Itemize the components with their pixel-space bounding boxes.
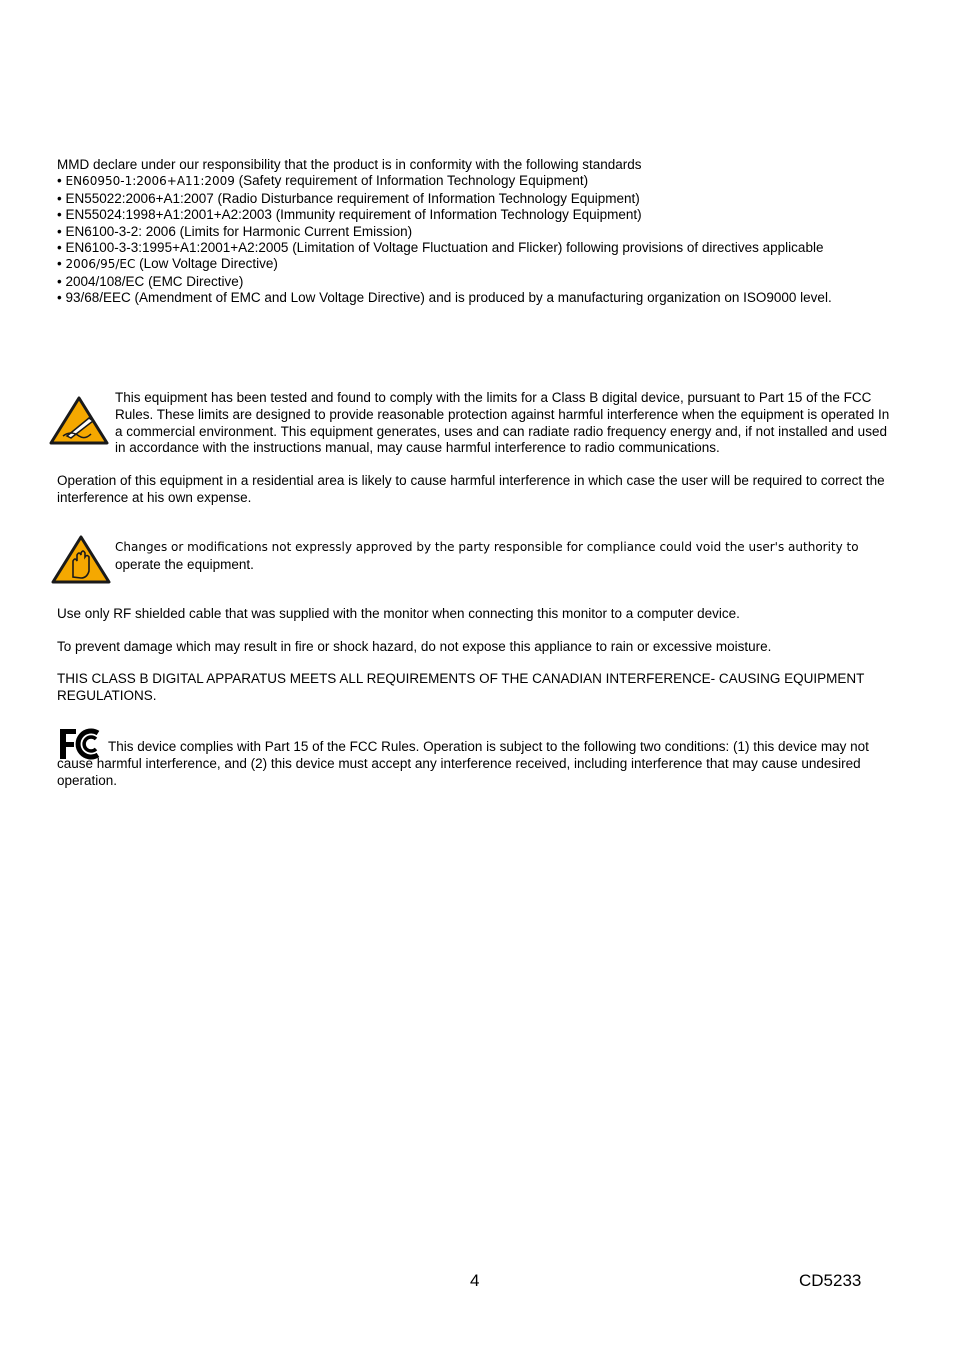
standard-code: EN55022:2006+A1:2007: [65, 191, 214, 206]
bullet: •: [57, 240, 62, 255]
changes-text-line2: operate the equipment.: [115, 557, 254, 572]
standard-desc: (EMC Directive): [144, 274, 244, 289]
standard-code: 93/68/EEC: [65, 290, 131, 305]
bullet: •: [57, 173, 62, 188]
warning-hand-icon: [51, 535, 111, 585]
bullet: •: [57, 290, 62, 305]
rf-cable-text: Use only RF shielded cable that was supplied with the monitor when connecting this monitor to a computer device.: [57, 606, 740, 621]
fcc-residential-text: Operation of this equipment in a residential area is likely to cause harmful interference in which case the user will be required to correct the interference at his own expense.: [57, 473, 885, 505]
model-number: CD5233: [799, 1271, 862, 1290]
standard-desc: (Safety requirement of Information Technology Equipment): [234, 173, 589, 188]
standard-item: [57, 256, 278, 272]
changes-notice: [115, 539, 897, 573]
standard-item: [57, 173, 588, 189]
standard-desc: (Radio Disturbance requirement of Information Technology Equipment): [213, 191, 640, 206]
standard-item: [57, 207, 642, 223]
bullet: •: [57, 191, 62, 206]
standard-code: EN6100-3-3:1995+A1:2001+A2:2005: [65, 240, 289, 255]
standard-code: EN60950-1:2006+A11:2009: [65, 174, 235, 188]
fcc-part15-text: This device complies with Part 15 of the FCC Rules. Operation is subject to the following two conditions: (1) this device may not cause harmful interference, and (2) this device must accept any interference received, including interference that may cause undesired operation.: [57, 739, 869, 788]
standard-desc: (Amendment of EMC and Low Voltage Directive) and is produced by a manufacturing organization on ISO9000 level.: [130, 290, 832, 305]
standard-desc: (Immunity requirement of Information Technology Equipment): [271, 207, 642, 222]
bullet: •: [57, 207, 62, 222]
standard-code: 2004/108/EC: [65, 274, 145, 289]
standard-code: EN6100-3-2: 2006: [65, 224, 176, 239]
standard-item: [57, 290, 832, 306]
canadian-compliance-text: THIS CLASS B DIGITAL APPARATUS MEETS ALL REQUIREMENTS OF THE CANADIAN INTERFERENCE- CAUSING EQUIPMENT REGULATIONS.: [57, 671, 865, 703]
standard-desc: (Limitation of Voltage Fluctuation and Flicker) following provisions of directives applicable: [288, 240, 824, 255]
bullet: •: [57, 224, 62, 239]
standard-desc: (Low Voltage Directive): [135, 256, 278, 271]
standard-item: [57, 224, 412, 240]
declaration-intro: MMD declare under our responsibility that the product is in conformity with the following standards: [57, 157, 642, 172]
bullet: •: [57, 274, 62, 289]
standard-code: 2006/95/EC: [65, 257, 136, 271]
damage-warning-text: To prevent damage which may result in fire or shock hazard, do not expose this appliance to rain or excessive moisture.: [57, 639, 772, 654]
standard-item: [57, 274, 243, 290]
page-number: 4: [470, 1271, 480, 1290]
standard-item: [57, 240, 823, 256]
standard-desc: (Limits for Harmonic Current Emission): [175, 224, 413, 239]
standard-item: [57, 191, 640, 207]
bullet: •: [57, 256, 62, 271]
standard-code: EN55024:1998+A1:2001+A2:2003: [65, 207, 272, 222]
warning-note-icon: [49, 396, 109, 446]
fcc-class-b-text: This equipment has been tested and found to comply with the limits for a Class B digital device, pursuant to Part 15 of the FCC Rules. These limits are designed to provide reasonable protection against harmful interference when the equipment is operated In a commercial environment. This equipment generates, uses and can radiate radio frequency energy and, if not installed and used in accordance with the instructions manual, may cause harmful interference to radio communications.: [115, 390, 890, 456]
changes-text-line1: Changes or modifications not expressly approved by the party responsible for compliance could void the user's authority to: [115, 540, 859, 554]
